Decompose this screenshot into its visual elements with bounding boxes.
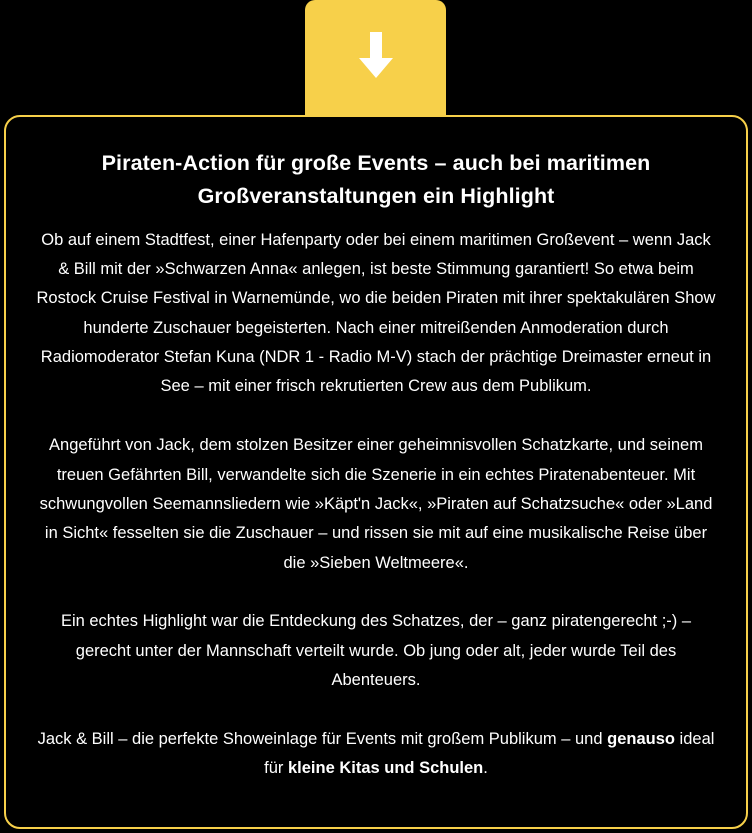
paragraph-2: Angeführt von Jack, dem stolzen Besitzer einer geheimnisvollen Schatzkarte, und seinem treuen Gefährten Bill, verwandelte sich die Szenerie in ein echtes Piratenabenteuer. Mit schwungvollen Seemannsliedern wie »Käpt'n Jack«, »Piraten auf Schatzsuche« oder »Land in Sicht« fesselten sie die Zuschauer – und rissen sie mit auf eine musikalische Reise über die »Sieben Weltmeere«. [39, 436, 713, 572]
scroll-down-tab[interactable] [305, 0, 446, 118]
article-body [34, 226, 718, 784]
closing-bold-1: genauso [607, 729, 675, 748]
paragraph-1: Ob auf einem Stadtfest, einer Hafenparty oder bei einem maritimen Großevent – wenn Jack & Bill mit der »Schwarzen Anna« anlegen, ist beste Stimmung garantiert! So etwa beim Rostock Cruise Festival in Warnemünde, wo die beiden Piraten mit ihrer spektakulären Show hunderte Zuschauer begeisterten. Nach einer mitreißenden Anmoderation durch Radiomoderator Stefan Kuna (NDR 1 - Radio M-V) stach der prächtige Dreimaster erneut in See – mit einer frisch rekrutierten Crew aus dem Publikum. [36, 230, 716, 396]
closing-part-2: ideal für [264, 729, 715, 778]
closing-part-1: Jack & Bill – die perfekte Showeinlage für Events mit großem Publikum – und [37, 729, 608, 748]
closing-statement [34, 725, 718, 784]
closing-bold-2: kleine Kitas und Schulen [287, 759, 484, 778]
page-title: Piraten-Action für große Events – auch bei maritimen Großveranstaltungen ein Highlight [101, 151, 651, 209]
arrow-down-icon [354, 30, 398, 82]
paragraph-3: Ein echtes Highlight war die Entdeckung des Schatzes, der – ganz piratengerecht ;-) – gerecht unter der Mannschaft verteilt wurde. Ob jung oder alt, jeder wurde Teil des Abenteuers. [60, 612, 692, 690]
content-panel [4, 115, 748, 829]
closing-part-3: . [483, 759, 488, 778]
